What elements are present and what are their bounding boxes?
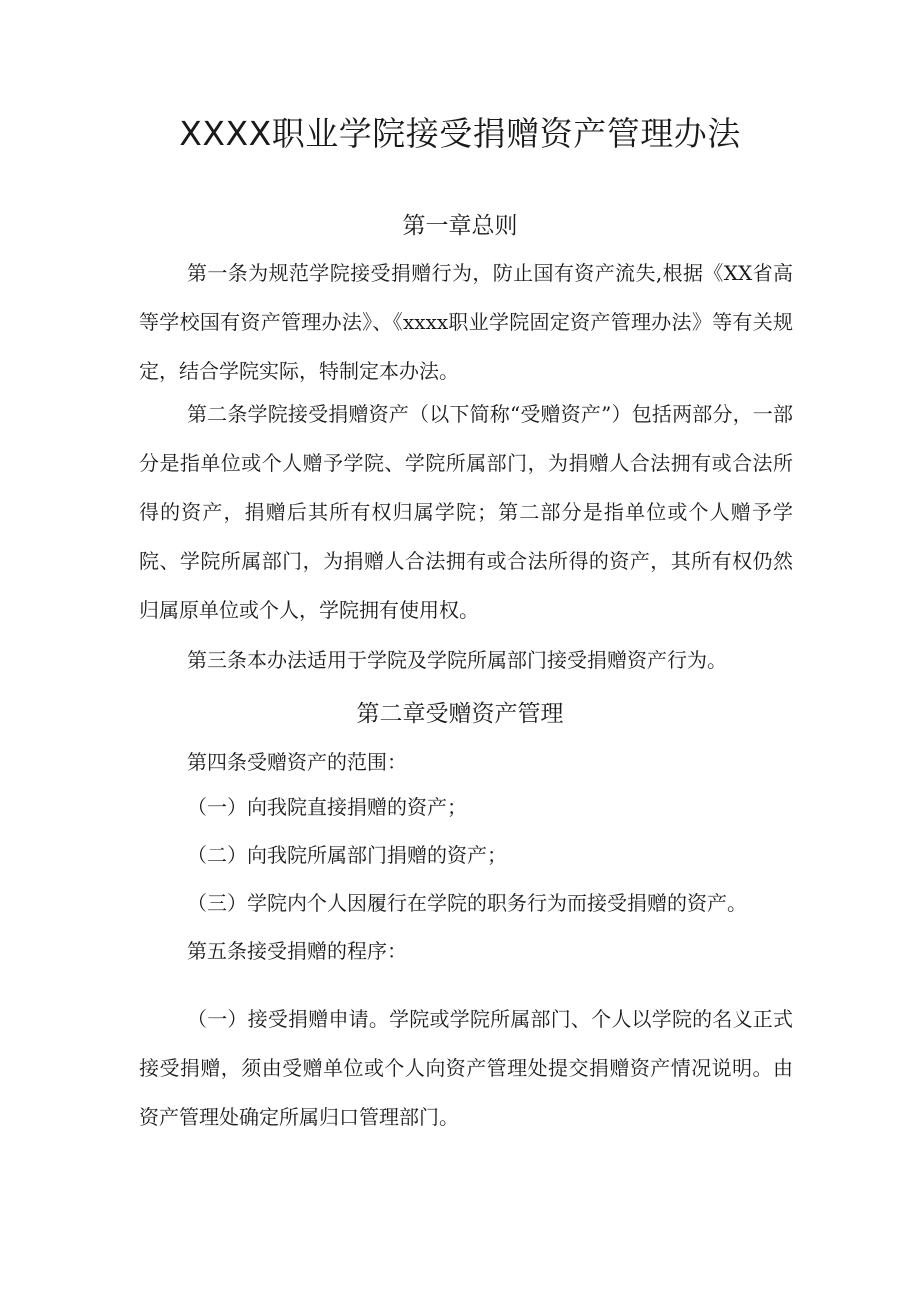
scope-item-1: （一）向我院直接捐赠的资产； [187, 795, 467, 819]
scope-item-2: （二）向我院所属部门捐赠的资产； [187, 843, 507, 867]
chapter-2-heading: 第二章受赠资产管理 [356, 701, 564, 727]
article-2-paragraph: 第二条学院接受捐赠资产（以下简称“受赠资产”）包括两部分，一部分是指单位或个人赠予学院、学院所属部门，为捐赠人合法拥有或合法所得的资产，捐赠后其所有权归属学院；第二部分是指单位或个人赠予学院、学院所属部门，为捐赠人合法拥有或合法所得的资产，其所有权仍然归属原单位或个人，学院拥有使用权。 [139, 402, 793, 622]
chapter-1-heading: 第一章总则 [402, 213, 518, 239]
article-3-paragraph: 第三条本办法适用于学院及学院所属部门接受捐赠资产行为。 [187, 648, 727, 672]
article-1-paragraph: 第一条为规范学院接受捐赠行为，防止国有资产流失,根据《XX省高等学校国有资产管理办法》、《xxxx职业学院固定资产管理办法》等有关规定，结合学院实际，特制定本办法。 [139, 261, 793, 383]
procedure-1-paragraph: （一）接受捐赠申请。学院或学院所属部门、个人以学院的名义正式接受捐赠，须由受赠单位或个人向资产管理处提交捐赠资产情况说明。由资产管理处确定所属归口管理部门。 [139, 1007, 793, 1129]
scope-item-3: （三）学院内个人因履行在学院的职务行为而接受捐赠的资产。 [187, 891, 747, 915]
article-4-line: 第四条受赠资产的范围： [187, 750, 407, 774]
article-5-line: 第五条接受捐赠的程序： [187, 939, 407, 963]
document-title: XXXX职业学院接受捐赠资产管理办法 [179, 114, 741, 153]
